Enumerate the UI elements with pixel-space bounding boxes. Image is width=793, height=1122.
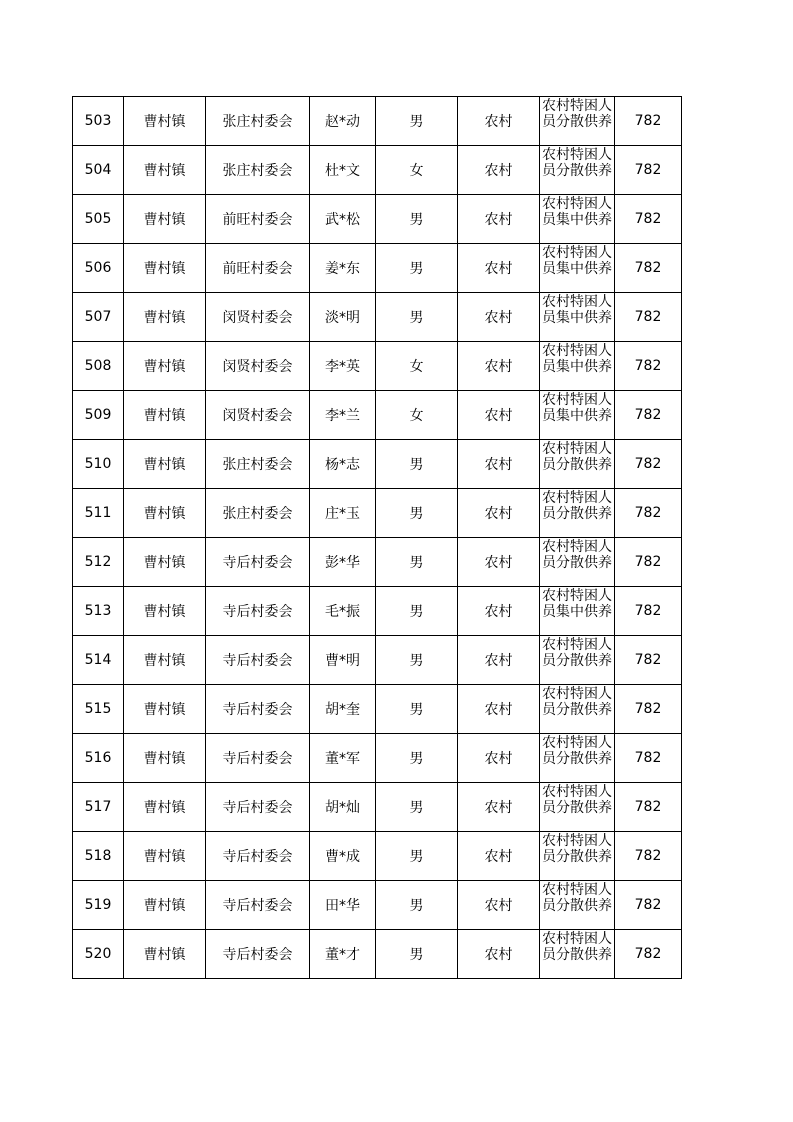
cell-number: 507 (73, 293, 124, 342)
cell-number: 510 (73, 440, 124, 489)
support-type-text: 农村特困人员分散供养 (542, 784, 612, 816)
support-type-text: 农村特困人员分散供养 (542, 686, 612, 718)
cell-village: 寺后村委会 (206, 685, 310, 734)
cell-village: 张庄村委会 (206, 97, 310, 146)
support-type-text: 农村特困人员集中供养 (542, 588, 612, 620)
cell-town: 曹村镇 (124, 587, 206, 636)
cell-name: 淡*明 (310, 293, 376, 342)
cell-town: 曹村镇 (124, 244, 206, 293)
cell-village: 闵贤村委会 (206, 293, 310, 342)
cell-name: 姜*东 (310, 244, 376, 293)
table-row (73, 195, 682, 244)
cell-number: 518 (73, 832, 124, 881)
cell-gender: 男 (376, 587, 458, 636)
cell-gender: 男 (376, 685, 458, 734)
cell-number: 516 (73, 734, 124, 783)
cell-town: 曹村镇 (124, 97, 206, 146)
cell-number: 512 (73, 538, 124, 587)
cell-amount: 782 (615, 195, 682, 244)
cell-number: 513 (73, 587, 124, 636)
cell-name: 武*松 (310, 195, 376, 244)
cell-village: 寺后村委会 (206, 832, 310, 881)
roster-table (72, 96, 682, 979)
cell-village: 前旺村委会 (206, 244, 310, 293)
cell-amount: 782 (615, 930, 682, 979)
table-row (73, 636, 682, 685)
cell-number: 508 (73, 342, 124, 391)
cell-gender: 男 (376, 489, 458, 538)
cell-gender: 女 (376, 146, 458, 195)
cell-support-type (540, 783, 615, 832)
cell-amount: 782 (615, 146, 682, 195)
table-row (73, 685, 682, 734)
cell-support-type (540, 293, 615, 342)
cell-area: 农村 (458, 146, 540, 195)
table-row (73, 440, 682, 489)
cell-name: 曹*明 (310, 636, 376, 685)
cell-area: 农村 (458, 538, 540, 587)
cell-village: 闵贤村委会 (206, 391, 310, 440)
cell-amount: 782 (615, 587, 682, 636)
cell-support-type (540, 587, 615, 636)
cell-name: 田*华 (310, 881, 376, 930)
cell-name: 李*英 (310, 342, 376, 391)
cell-support-type (540, 146, 615, 195)
roster-body (73, 97, 682, 979)
cell-number: 505 (73, 195, 124, 244)
cell-area: 农村 (458, 489, 540, 538)
cell-amount: 782 (615, 538, 682, 587)
cell-number: 517 (73, 783, 124, 832)
cell-area: 农村 (458, 636, 540, 685)
support-type-text: 农村特困人员分散供养 (542, 931, 612, 963)
cell-gender: 男 (376, 636, 458, 685)
cell-amount: 782 (615, 636, 682, 685)
cell-amount: 782 (615, 440, 682, 489)
cell-number: 520 (73, 930, 124, 979)
cell-amount: 782 (615, 391, 682, 440)
cell-village: 张庄村委会 (206, 489, 310, 538)
cell-town: 曹村镇 (124, 146, 206, 195)
cell-town: 曹村镇 (124, 930, 206, 979)
cell-town: 曹村镇 (124, 440, 206, 489)
cell-support-type (540, 440, 615, 489)
support-type-text: 农村特困人员分散供养 (542, 735, 612, 767)
cell-amount: 782 (615, 293, 682, 342)
cell-support-type (540, 881, 615, 930)
cell-area: 农村 (458, 195, 540, 244)
cell-amount: 782 (615, 832, 682, 881)
cell-number: 504 (73, 146, 124, 195)
cell-amount: 782 (615, 97, 682, 146)
cell-area: 农村 (458, 342, 540, 391)
table-row (73, 97, 682, 146)
cell-area: 农村 (458, 97, 540, 146)
cell-support-type (540, 538, 615, 587)
cell-name: 董*军 (310, 734, 376, 783)
support-type-text: 农村特困人员分散供养 (542, 147, 612, 179)
cell-village: 寺后村委会 (206, 734, 310, 783)
cell-village: 张庄村委会 (206, 440, 310, 489)
cell-number: 503 (73, 97, 124, 146)
cell-name: 李*兰 (310, 391, 376, 440)
cell-name: 曹*成 (310, 832, 376, 881)
cell-support-type (540, 930, 615, 979)
cell-gender: 男 (376, 832, 458, 881)
cell-support-type (540, 489, 615, 538)
cell-village: 寺后村委会 (206, 783, 310, 832)
table-row (73, 244, 682, 293)
cell-village: 寺后村委会 (206, 930, 310, 979)
cell-area: 农村 (458, 930, 540, 979)
cell-number: 506 (73, 244, 124, 293)
table-row (73, 146, 682, 195)
cell-support-type (540, 832, 615, 881)
table-row (73, 832, 682, 881)
cell-area: 农村 (458, 881, 540, 930)
cell-gender: 男 (376, 293, 458, 342)
support-type-text: 农村特困人员分散供养 (542, 833, 612, 865)
cell-village: 张庄村委会 (206, 146, 310, 195)
cell-area: 农村 (458, 832, 540, 881)
support-type-text: 农村特困人员集中供养 (542, 294, 612, 326)
cell-name: 彭*华 (310, 538, 376, 587)
cell-support-type (540, 636, 615, 685)
cell-support-type (540, 342, 615, 391)
cell-village: 前旺村委会 (206, 195, 310, 244)
cell-gender: 男 (376, 97, 458, 146)
support-type-text: 农村特困人员集中供养 (542, 343, 612, 375)
support-type-text: 农村特困人员分散供养 (542, 98, 612, 130)
cell-town: 曹村镇 (124, 293, 206, 342)
table-row (73, 489, 682, 538)
cell-area: 农村 (458, 440, 540, 489)
cell-town: 曹村镇 (124, 685, 206, 734)
cell-support-type (540, 391, 615, 440)
cell-town: 曹村镇 (124, 636, 206, 685)
cell-town: 曹村镇 (124, 538, 206, 587)
cell-village: 寺后村委会 (206, 881, 310, 930)
cell-gender: 男 (376, 783, 458, 832)
cell-gender: 女 (376, 342, 458, 391)
cell-area: 农村 (458, 587, 540, 636)
table-row (73, 391, 682, 440)
cell-gender: 男 (376, 734, 458, 783)
cell-town: 曹村镇 (124, 783, 206, 832)
cell-village: 寺后村委会 (206, 538, 310, 587)
cell-town: 曹村镇 (124, 342, 206, 391)
cell-town: 曹村镇 (124, 832, 206, 881)
cell-name: 胡*灿 (310, 783, 376, 832)
cell-number: 509 (73, 391, 124, 440)
cell-name: 董*才 (310, 930, 376, 979)
cell-town: 曹村镇 (124, 734, 206, 783)
cell-area: 农村 (458, 244, 540, 293)
cell-gender: 男 (376, 195, 458, 244)
cell-village: 寺后村委会 (206, 636, 310, 685)
cell-amount: 782 (615, 881, 682, 930)
cell-number: 514 (73, 636, 124, 685)
cell-support-type (540, 195, 615, 244)
support-type-text: 农村特困人员分散供养 (542, 637, 612, 669)
table-row (73, 293, 682, 342)
support-type-text: 农村特困人员集中供养 (542, 196, 612, 228)
cell-amount: 782 (615, 783, 682, 832)
cell-town: 曹村镇 (124, 195, 206, 244)
cell-amount: 782 (615, 489, 682, 538)
cell-gender: 男 (376, 881, 458, 930)
cell-village: 闵贤村委会 (206, 342, 310, 391)
table-row (73, 342, 682, 391)
cell-number: 511 (73, 489, 124, 538)
cell-number: 515 (73, 685, 124, 734)
support-type-text: 农村特困人员分散供养 (542, 539, 612, 571)
cell-area: 农村 (458, 391, 540, 440)
cell-name: 杨*志 (310, 440, 376, 489)
cell-support-type (540, 97, 615, 146)
cell-support-type (540, 244, 615, 293)
support-type-text: 农村特困人员集中供养 (542, 245, 612, 277)
cell-amount: 782 (615, 342, 682, 391)
cell-area: 农村 (458, 293, 540, 342)
cell-town: 曹村镇 (124, 391, 206, 440)
cell-gender: 女 (376, 391, 458, 440)
table-row (73, 881, 682, 930)
cell-support-type (540, 685, 615, 734)
cell-amount: 782 (615, 734, 682, 783)
cell-number: 519 (73, 881, 124, 930)
cell-area: 农村 (458, 783, 540, 832)
table-row (73, 538, 682, 587)
table-row (73, 783, 682, 832)
table-row (73, 587, 682, 636)
support-type-text: 农村特困人员分散供养 (542, 441, 612, 473)
cell-name: 杜*文 (310, 146, 376, 195)
cell-amount: 782 (615, 685, 682, 734)
cell-town: 曹村镇 (124, 881, 206, 930)
cell-support-type (540, 734, 615, 783)
cell-name: 赵*动 (310, 97, 376, 146)
cell-gender: 男 (376, 538, 458, 587)
cell-area: 农村 (458, 685, 540, 734)
cell-village: 寺后村委会 (206, 587, 310, 636)
cell-gender: 男 (376, 440, 458, 489)
cell-town: 曹村镇 (124, 489, 206, 538)
support-type-text: 农村特困人员分散供养 (542, 882, 612, 914)
cell-gender: 男 (376, 930, 458, 979)
cell-gender: 男 (376, 244, 458, 293)
table-row (73, 734, 682, 783)
support-type-text: 农村特困人员集中供养 (542, 392, 612, 424)
cell-name: 胡*奎 (310, 685, 376, 734)
support-type-text: 农村特困人员分散供养 (542, 490, 612, 522)
cell-area: 农村 (458, 734, 540, 783)
cell-amount: 782 (615, 244, 682, 293)
cell-name: 庄*玉 (310, 489, 376, 538)
cell-name: 毛*振 (310, 587, 376, 636)
table-row (73, 930, 682, 979)
